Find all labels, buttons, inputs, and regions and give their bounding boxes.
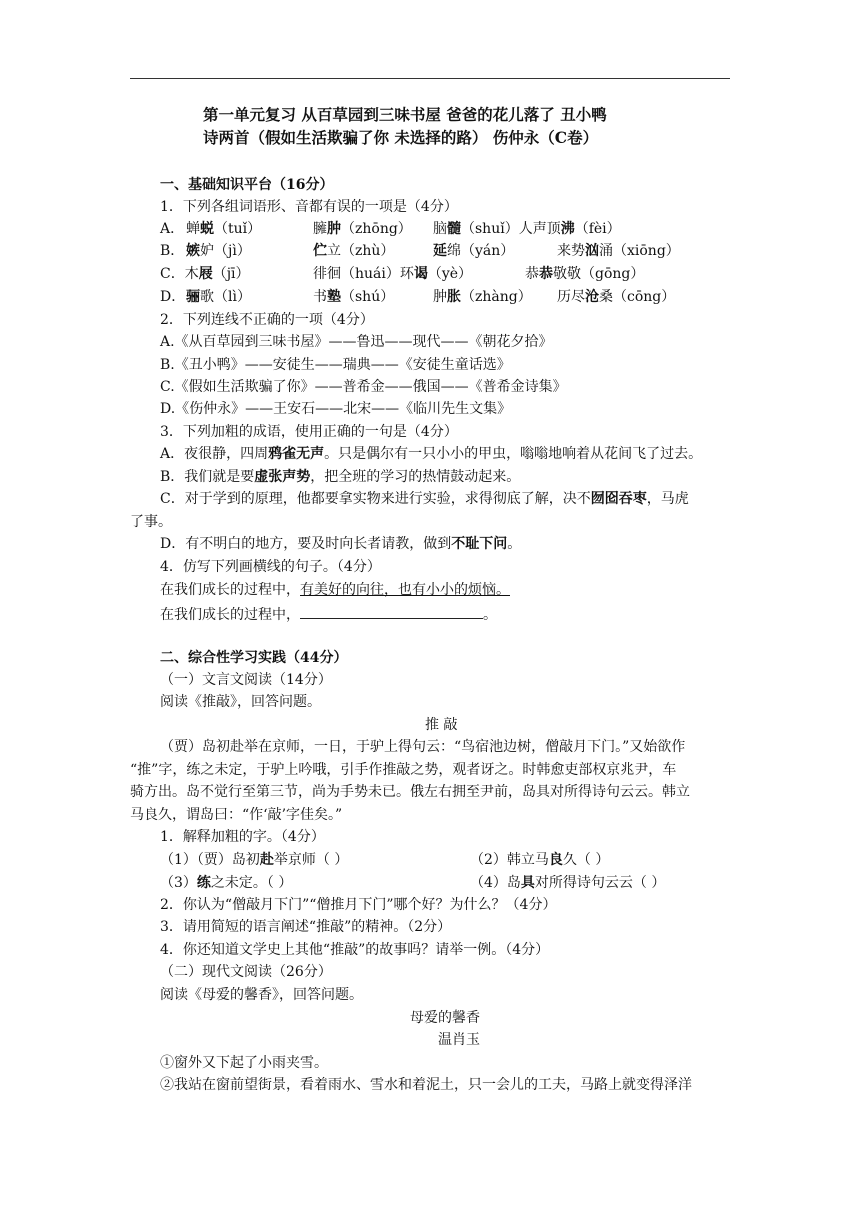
classical-q2: 2．你认为“僧敲月下门”“僧推月下门”哪个好？为什么？（4分） <box>160 897 557 913</box>
q3-option-c: C．对于学到的原理，他都要拿实物来进行实验，求得彻底了解，决不囫囵吞枣，马虎 <box>160 491 689 507</box>
q1-option-d-word1: 骊歌（lì） <box>186 289 251 305</box>
q1-option-b-word3: 延绵（yán） <box>433 243 515 259</box>
classical-q1-item2: （2）韩立马良久（ ） <box>470 852 610 868</box>
passage-title: 推 敲 <box>425 717 458 733</box>
q1-stem: 1．下列各组词语形、音都有误的一项是（4分） <box>160 199 458 215</box>
article-paragraph-1: ①窗外又下起了小雨夹雪。 <box>160 1055 328 1071</box>
q1-option-b-word1: 嫉妒（jì） <box>186 243 251 259</box>
q2-option-d: D.《伤仲永》——王安石——北宋——《临川先生文集》 <box>160 401 512 417</box>
q3-option-c-cont: 了事。 <box>130 514 172 530</box>
article-author: 温肖玉 <box>438 1032 480 1048</box>
article-paragraph-2: ②我站在窗前望街景，看着雨水、雪水和着泥土，只一会儿的工夫，马路上就变得泽洋 <box>160 1077 692 1093</box>
q2-stem: 2．下列连线不正确的一项（4分） <box>160 312 374 328</box>
classical-q4: 4．你还知道文学史上其他“推敲”的故事吗？请举一例。（4分） <box>160 942 550 958</box>
q1-option-b-label: B． <box>160 243 185 259</box>
classical-q1-item4: （4）岛具对所得诗句云云（ ） <box>470 875 666 891</box>
passage-line-2: “推”字，练之未定，于驴上吟哦，引手作推敲之势，观者讶之。时韩愈吏部权京兆尹，车 <box>130 762 677 778</box>
q3-option-d: D．有不明白的地方，要及时向长者请教，做到不耻下问。 <box>160 536 522 552</box>
q1-option-a-word1: 蝉蜕（tuǐ） <box>186 221 262 237</box>
subsection-modern-reading: （二）现代文阅读（26分） <box>160 964 332 980</box>
q2-option-c: C.《假如生活欺骗了你》——普希金——俄国——《普希金诗集》 <box>160 379 567 395</box>
q3-stem: 3．下列加粗的成语，使用正确的一句是（4分） <box>160 424 458 440</box>
q1-option-c-word3: 恭恭敬敬（gōng） <box>525 266 645 282</box>
doc-title-line1: 第一单元复习 从百草园到三味书屋 爸爸的花儿落了 丑小鸭 <box>203 105 607 124</box>
q2-option-a: A.《从百草园到三味书屋》——鲁迅——现代——《朝花夕拾》 <box>160 334 553 350</box>
q4-answer-line: 在我们成长的过程中， 。 <box>160 603 497 625</box>
q1-option-b-word4: 来势汹涌（xiōng） <box>557 243 680 259</box>
classical-q3: 3．请用简短的语言阐述“推敲”的精神。（2分） <box>160 919 452 935</box>
q1-option-c-word2: 徘徊（huái）环谒（yè） <box>313 266 473 282</box>
header-rule <box>130 78 730 79</box>
q1-option-a-word3: 脑髓（shuǐ）人声顶沸（fèi） <box>433 221 621 237</box>
passage-line-1: （贾）岛初赴举在京师，一日，于驴上得句云：“鸟宿池边树，僧敲月下门。”又始欲作 <box>160 739 686 755</box>
passage-line-4: 马良久，谓岛曰：“作‘敲’字佳矣。” <box>130 807 343 823</box>
q2-option-b: B.《丑小鸭》——安徒生——瑞典——《安徒生童话选》 <box>160 357 511 373</box>
article-title: 母爱的馨香 <box>410 1010 480 1026</box>
q1-option-a-word2: 臃肿（zhōng） <box>313 221 412 237</box>
q1-option-d-word2: 书塾（shú） <box>313 289 395 305</box>
classical-q1-item3: （3）练之未定。（ ） <box>160 875 293 891</box>
q3-option-a: A．夜很静，四周鸦雀无声。只是偶尔有一只小小的甲虫，嗡嗡地响着从花间飞了过去。 <box>160 446 703 462</box>
section-heading-2: 二、综合性学习实践（44分） <box>160 650 348 666</box>
q1-option-a-label: A． <box>160 221 185 237</box>
reading-instruction-2: 阅读《母爱的馨香》，回答问题。 <box>160 987 363 1003</box>
q1-option-d-word4: 历尽沧桑（cōng） <box>557 289 676 305</box>
subsection-classical-reading: （一）文言文阅读（14分） <box>160 672 332 688</box>
doc-title-line2: 诗两首（假如生活欺骗了你 未选择的路） 伤仲永（C卷） <box>203 128 599 147</box>
q1-option-d-word3: 肿胀（zhàng） <box>433 289 532 305</box>
classical-q1-stem: 1．解释加粗的字。（4分） <box>160 829 325 845</box>
q1-option-c-word1: C．木屐（jī） <box>160 266 250 282</box>
classical-q1-item1: （1）（贾）岛初赴举京师（ ） <box>160 852 349 868</box>
q1-option-b-word2: 伫立（zhù） <box>313 243 395 259</box>
q4-answer-blank[interactable] <box>300 603 483 619</box>
reading-instruction-1: 阅读《推敲》，回答问题。 <box>160 694 321 710</box>
passage-line-3: 骑方出。岛不觉行至第三节，尚为手势未已。俄左右拥至尹前，岛具对所得诗句云云。韩立 <box>130 784 690 800</box>
section-heading-1: 一、基础知识平台（16分） <box>160 177 334 193</box>
q4-stem: 4．仿写下列画横线的句子。（4分） <box>160 559 381 575</box>
q1-option-d-label: D． <box>160 289 186 305</box>
q3-option-b: B．我们就是要虚张声势，把全班的学习的热情鼓动起来。 <box>160 469 521 485</box>
q4-example-sentence: 在我们成长的过程中，有美好的向往，也有小小的烦恼。 <box>160 582 510 598</box>
